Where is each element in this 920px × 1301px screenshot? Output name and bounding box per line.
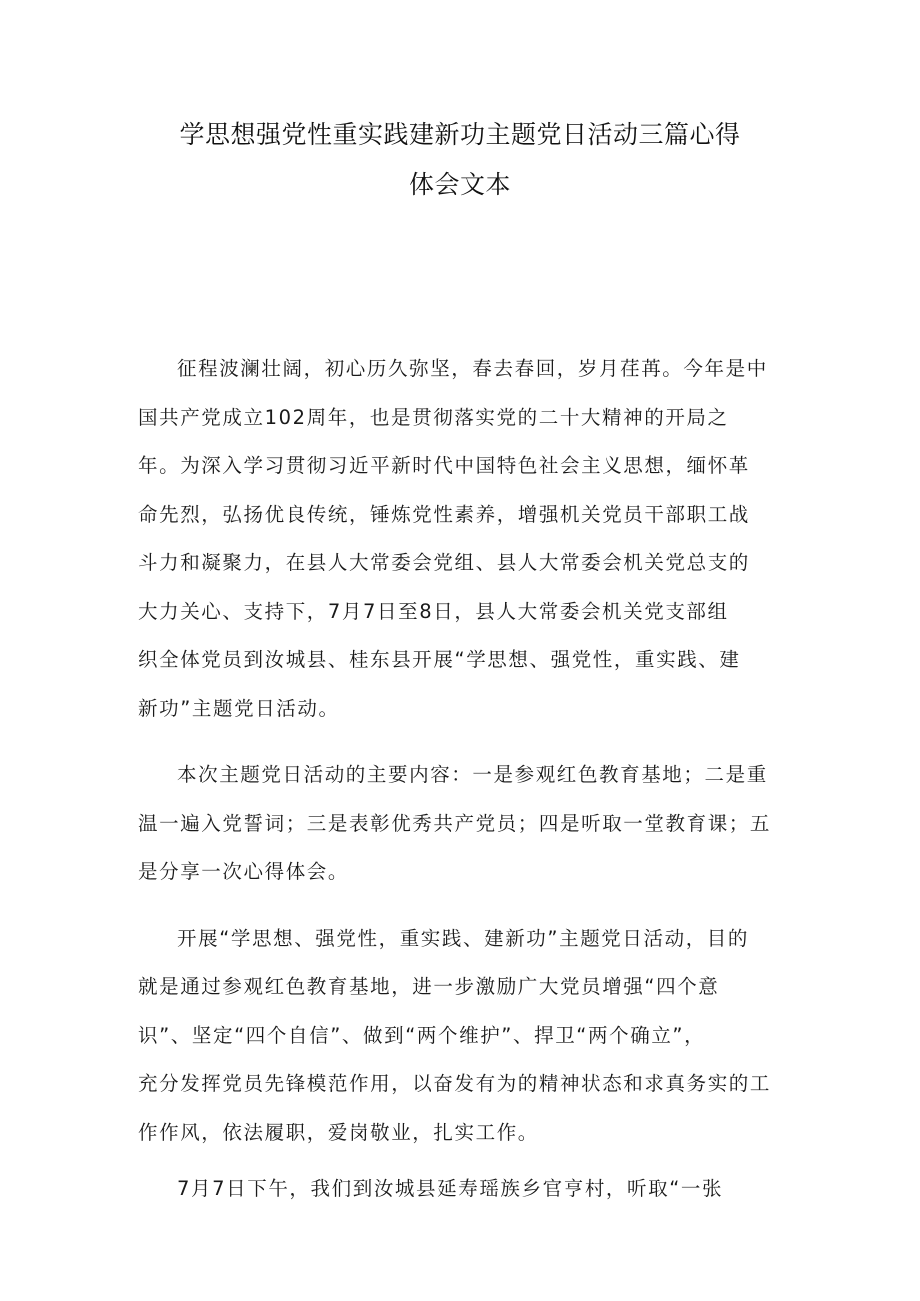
paragraph-line: 是分享一次心得体会。 <box>138 860 350 883</box>
document-body <box>138 345 788 1232</box>
paragraph <box>138 1165 788 1214</box>
paragraph-line: 年。为深入学习贯彻习近平新时代中国特色社会主义思想，缅怀革 <box>138 454 750 477</box>
paragraph-line: 征程波澜壮阔，初心历久弥坚，春去春回，岁月荏苒。今年是中 <box>177 357 768 380</box>
paragraph-line: 就是通过参观红色教育基地，进一步激励广大党员增强“四个意 <box>138 975 720 998</box>
paragraph-line: 7月7日下午，我们到汝城县延寿瑶族乡官亨村，听取“一张 <box>177 1177 724 1200</box>
paragraph-line: 国共产党成立102周年，也是贯彻落实党的二十大精神的开局之 <box>138 405 729 429</box>
paragraph-line: 大力关心、支持下，7月7日至8日，县人大常委会机关党支部组 <box>138 599 729 623</box>
document-title <box>120 110 800 210</box>
paragraph-line: 命先烈，弘扬优良传统，锤炼党性素养，增强机关党员干部职工战 <box>138 502 750 526</box>
paragraph-line: 斗力和凝聚力，在县人大常委会党组、县人大常委会机关党总支的 <box>138 551 750 574</box>
paragraph <box>138 751 788 897</box>
title-line: 学思想强党性重实践建新功主题党日活动三篇心得 <box>179 120 741 149</box>
paragraph <box>138 915 788 1158</box>
paragraph <box>138 345 788 733</box>
paragraph-line: 开展“学思想、强党性，重实践、建新功”主题党日活动，目的 <box>177 926 750 950</box>
paragraph-line: 新功”主题党日活动。 <box>138 696 340 720</box>
paragraph-line: 作作风，依法履职，爱岗敬业，扎实工作。 <box>138 1120 539 1144</box>
paragraph-line: 本次主题党日活动的主要内容：一是参观红色教育基地；二是重 <box>177 763 768 786</box>
paragraph-line: 织全体党员到汝城县、桂东县开展“学思想、强党性，重实践、建 <box>138 648 741 671</box>
paragraph-line: 温一遍入党誓词；三是表彰优秀共产党员；四是听取一堂教育课；五 <box>138 811 772 835</box>
title-line: 体会文本 <box>408 170 511 199</box>
paragraph-line: 识”、坚定“四个自信”、做到“两个维护”、捍卫“两个确立”， <box>138 1023 706 1047</box>
paragraph-line: 充分发挥党员先锋模范作用，以奋发有为的精神状态和求真务实的工 <box>138 1072 772 1095</box>
